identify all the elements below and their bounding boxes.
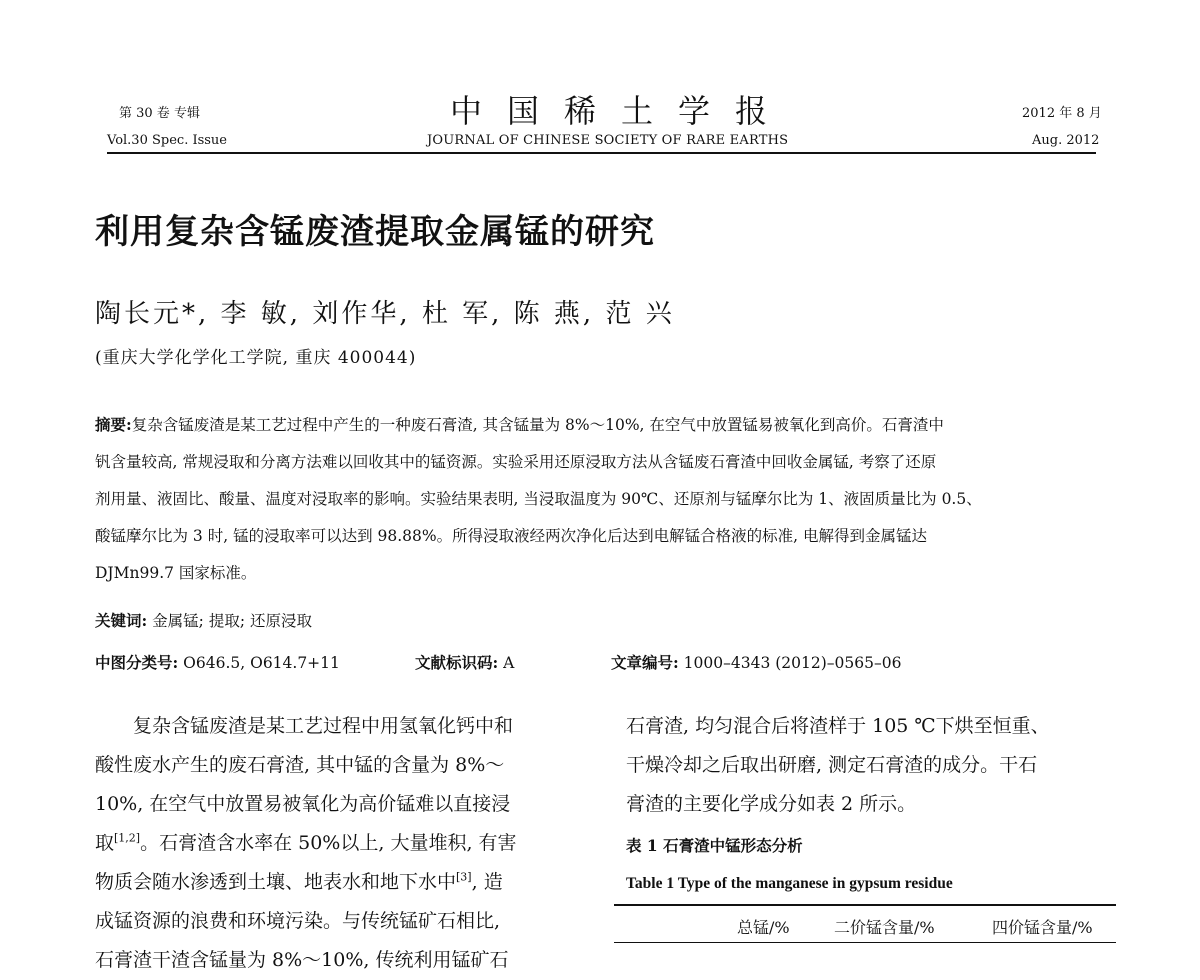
body-line: 膏渣的主要化学成分如表 2 所示。 bbox=[626, 793, 917, 815]
body-left-column bbox=[95, 707, 580, 980]
table-header-mn2: 二价锰含量/% bbox=[834, 918, 935, 937]
article-no-label: 文章编号: bbox=[611, 653, 679, 672]
table1-caption-cn: 表 1 石膏渣中锰形态分析 bbox=[626, 836, 803, 855]
citation: [1,2] bbox=[114, 831, 141, 845]
body-line: 物质会随水渗透到土壤、地表水和地下水中[3], 造 bbox=[95, 870, 503, 893]
abstract-line: DJMn99.7 国家标准。 bbox=[95, 564, 257, 582]
keywords-value: 金属锰; 提取; 还原浸取 bbox=[152, 612, 312, 630]
date-en: Aug. 2012 bbox=[1032, 133, 1100, 148]
body-right-column bbox=[626, 707, 1116, 824]
clc-label: 中图分类号: bbox=[95, 653, 179, 672]
body-line: 取[1,2]。石膏渣含水率在 50%以上, 大量堆积, 有害 bbox=[95, 831, 517, 854]
affiliation: (重庆大学化学化工学院, 重庆 400044) bbox=[95, 348, 417, 368]
citation: [3] bbox=[456, 870, 472, 884]
table-header-mn4: 四价锰含量/% bbox=[992, 918, 1093, 937]
abstract-label: 摘要: bbox=[95, 415, 132, 434]
keywords-label: 关键词: bbox=[95, 611, 148, 630]
date-cn: 2012 年 8 月 bbox=[1022, 106, 1102, 121]
abstract bbox=[95, 406, 1115, 592]
header-rule bbox=[107, 152, 1096, 154]
authors: 陶长元*, 李 敏, 刘作华, 杜 军, 陈 燕, 范 兴 bbox=[95, 299, 675, 329]
journal-title-en: JOURNAL OF CHINESE SOCIETY OF RARE EARTHS bbox=[427, 133, 789, 148]
article-no-value: 1000–4343 (2012)–0565–06 bbox=[683, 654, 902, 672]
volume-en: Vol.30 Spec. Issue bbox=[107, 133, 227, 148]
article-number bbox=[611, 651, 901, 673]
table1-caption-en: Table 1 Type of the manganese in gypsum residue bbox=[626, 875, 953, 892]
body-line: 酸性废水产生的废石膏渣, 其中锰的含量为 8%～ bbox=[95, 754, 505, 776]
body-line: 石膏渣干渣含锰量为 8%～10%, 传统利用锰矿石 bbox=[95, 949, 509, 971]
abstract-line: 剂用量、液固比、酸量、温度对浸取率的影响。实验结果表明, 当浸取温度为 90℃、还原剂与锰摩尔比为 1、液固质量比为 0.5、 bbox=[95, 490, 982, 508]
doc-code bbox=[415, 651, 514, 673]
article-title: 利用复杂含锰废渣提取金属锰的研究 bbox=[95, 212, 655, 252]
abstract-line: 摘要:复杂含锰废渣是某工艺过程中产生的一种废石膏渣, 其含锰量为 8%～10%, 在空气中放置锰易被氧化到高价。石膏渣中 bbox=[95, 415, 944, 434]
doc-code-value: A bbox=[503, 654, 515, 672]
doc-code-label: 文献标识码: bbox=[415, 653, 499, 672]
body-line: 成锰资源的浪费和环境污染。与传统锰矿石相比, bbox=[95, 910, 501, 932]
keywords bbox=[95, 609, 312, 631]
body-line: 干燥冷却之后取出研磨, 测定石膏渣的成分。干石 bbox=[626, 754, 1038, 776]
table-header-total-mn: 总锰/% bbox=[737, 918, 790, 937]
abstract-line: 钒含量较高, 常规浸取和分离方法难以回收其中的锰资源。实验采用还原浸取方法从含锰废石膏渣中回收金属锰, 考察了还原 bbox=[95, 453, 937, 471]
table-header-rule bbox=[614, 942, 1116, 943]
body-line: 复杂含锰废渣是某工艺过程中用氢氧化钙中和 bbox=[133, 715, 514, 737]
clc-value: O646.5, O614.7+11 bbox=[183, 654, 340, 672]
abstract-line: 酸锰摩尔比为 3 时, 锰的浸取率可以达到 98.88%。所得浸取液经两次净化后达到电解锰合格液的标准, 电解得到金属锰达 bbox=[95, 527, 927, 545]
body-line: 10%, 在空气中放置易被氧化为高价锰难以直接浸 bbox=[95, 793, 511, 815]
volume-cn: 第 30 卷 专辑 bbox=[119, 106, 200, 121]
clc-number bbox=[95, 651, 340, 673]
body-line: 石膏渣, 均匀混合后将渣样于 105 ℃下烘至恒重、 bbox=[626, 715, 1050, 737]
table-top-rule bbox=[614, 904, 1116, 906]
journal-title-cn: 中国稀土学报 bbox=[450, 92, 793, 130]
